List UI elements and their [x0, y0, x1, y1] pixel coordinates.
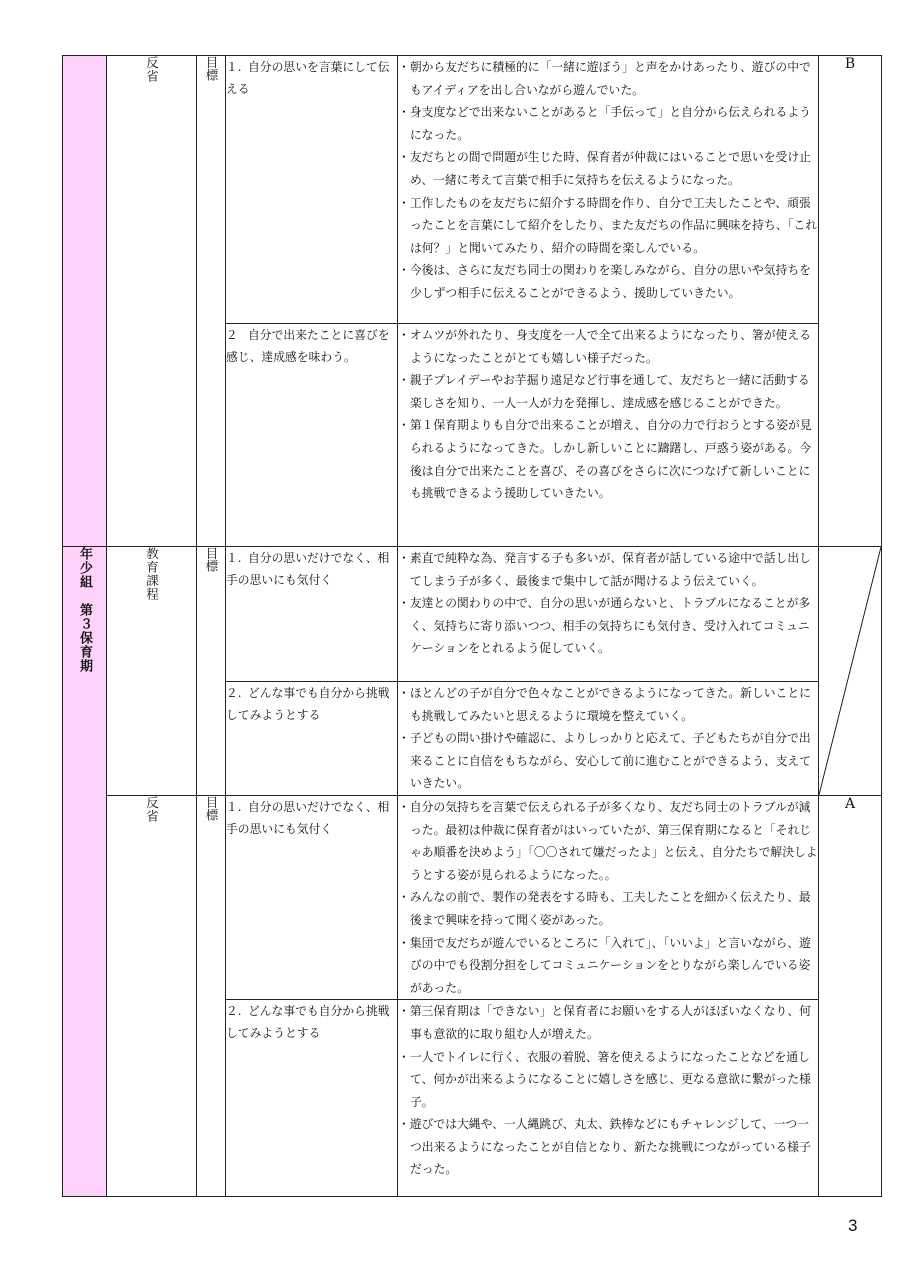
block1-grade: [819, 56, 882, 547]
block1-goal-label: 目標: [204, 56, 219, 81]
note: ・ 朝から友だちに積極的に「一緒に遊ぼう」と声をかけあったり、遊びの中でもアイディアを出し合いながら遊んでいた。: [398, 56, 818, 101]
block3-category: 反省: [144, 795, 160, 823]
block1-grade-value: B: [844, 56, 856, 72]
evaluation-table: [62, 55, 882, 1197]
block2-goal2: ２. どんな事でも自分から挑戦してみようとする: [226, 682, 398, 796]
page-number: 3: [848, 1216, 858, 1235]
note: ・ 工作したものを友だちに紹介する時間を作り、自分で工夫したことや、頑張ったことを言葉にして紹介をしたり、また友だちの作品に興味を持ち、「これは何？」と聞いてみたり、紹介の時間を楽しんでいる。: [398, 192, 818, 260]
block3-goal1-text: 自分の思いだけでなく、相手の思いにも気付く: [226, 799, 390, 836]
note: ・ ほとんどの子が自分で色々なことができるようになってきた。新しいことにも挑戦してみたいと思えるように環境を整えていく。: [398, 682, 818, 727]
block1-goal-label-cell: [197, 56, 226, 547]
block2-goal-label: 目標: [204, 547, 219, 572]
block3-category-cell: [107, 795, 197, 1196]
note: ・ 集団で友だちが遊んでいるところに「入れて」、「いいよ」と言いながら、遊びの中でも役割分担をしてコミュニケーションをとりながら楽しんでいる姿があった。: [398, 932, 818, 1000]
block2-category-cell: [107, 547, 197, 796]
note: ・ 子どもの問い掛けや確認に、よりしっかりと応えて、子どもたちが自分で出来ることに自信をもちながら、安心して前に進むことができるよう、支えていきたい。: [398, 727, 818, 795]
note: ・ 友だちとの間で問題が生じた時、保育者が仲裁にはいることで思いを受け止め、一緒に考えて言葉で相手に気持ちを伝えるようになった。: [398, 146, 818, 191]
block2-goal-label-cell: [197, 547, 226, 796]
section-cell: [63, 547, 107, 1197]
block2-goal2-notes: [398, 682, 819, 796]
block2-goal1: １. 自分の思いだけでなく、相手の思いにも気付く: [226, 547, 398, 682]
note: ・ 自分の気持ちを言葉で伝えられる子が多くなり、友だち同士のトラブルが減った。最初は仲裁に保育者がはいっていたが、第三保育期になると「それじゃあ順番を決めよう」「〇〇されて嫌だったよ」と伝え、自分たちで解決しようとする姿が見られるようになった。。: [398, 796, 818, 886]
block2-goal1-notes: [398, 547, 819, 682]
block3-grade-value: A: [844, 795, 856, 812]
note: ・ 遊びでは大縄や、一人縄跳び、丸太、鉄棒などにもチャレンジして、一つ一つ出来るようになったことが自信となり、新たな挑戦につながっている様子だった。: [398, 1113, 818, 1181]
block1-category: 反省: [144, 56, 160, 83]
section-cell-top: [63, 56, 107, 547]
note: ・ 素直で純粋な為、発言する子も多いが、保育者が話している途中で話し出してしまう子が多く、最後まで集中して話が聞けるよう伝えていく。: [398, 547, 818, 592]
block3-row-goal1: [63, 795, 882, 999]
note: ・ 友達との関わりの中で、自分の思いが通らないと、トラブルになることが多く、気持ちに寄り添いつつ、相手の気持ちにも気付き、受け入れてコミュニケーションをとれるよう促していく。: [398, 592, 818, 660]
note: ・ 親子プレイデーやお芋掘り遠足など行事を通して、友だちと一緒に活動する楽しさを知り、一人一人が力を発揮し、達成感を感じることができた。: [398, 369, 818, 414]
block1-goal1-notes: [398, 56, 819, 324]
block3-goal2-notes: [398, 1000, 819, 1197]
note: ・ 第三保育期は「できない」と保育者にお願いをする人がほぼいなくなり、何事も意欲的に取り組む人が増えた。: [398, 1000, 818, 1045]
block2-row-goal1: [63, 547, 882, 682]
note: ・ 一人でトイレに行く、衣服の着脱、箸を使えるようになったことなどを通して、何かが出来るようになることに嬉しさを感じ、更なる意欲に繋がった様子。: [398, 1046, 818, 1114]
block1-category-cell: [107, 56, 197, 547]
block2-goal1-text: 自分の思いだけでなく、相手の思いにも気付く: [226, 551, 390, 587]
note: ・ みんなの前で、製作の発表をする時も、工夫したことを細かく伝えたり、最後まで興味を持って聞く姿があった。: [398, 886, 818, 931]
block3-goal1-notes: [398, 795, 819, 999]
note: ・ オムツが外れたり、身支度を一人で全て出来るようになったり、箸が使えるようになったことがとても嬉しい様子だった。: [398, 324, 818, 369]
note: ・ 第１保育期よりも自分で出来ることが増え、自分の力で行おうとする姿が見られるようになってきた。しかし新しいことに躊躇し、戸惑う姿がある。今後は自分で出来たことを喜び、その喜びをさらに次につなげて新しいことにも挑戦できるよう援助していきたい。: [398, 414, 818, 504]
block1-goal1: １. 自分の思いを言葉にして伝える: [226, 56, 398, 324]
block1-row-goal1: [63, 56, 882, 324]
block3-grade: [819, 795, 882, 1196]
block2-grade-empty: [819, 547, 882, 796]
block3-goal-label-cell: [197, 795, 226, 1196]
section-label: 年少組 第３保育期: [77, 547, 92, 673]
note: ・ 今後は、さらに友だち同士の関わりを楽しみながら、自分の思いや気持ちを少しずつ相手に伝えることができるよう、援助していきたい。: [398, 259, 818, 304]
block2-goal2-text: どんな事でも自分から挑戦してみようとする: [226, 686, 390, 722]
block1-goal1-text: 自分の思いを言葉にして伝える: [226, 60, 390, 96]
note: ・ 身支度などで出来ないことがあると「手伝って」と自分から伝えられるようになった。: [398, 101, 818, 146]
block3-goal-label: 目標: [204, 795, 219, 821]
block3-goal2-text: どんな事でも自分から挑戦してみようとする: [226, 1004, 390, 1041]
block3-goal1: １. 自分の思いだけでなく、相手の思いにも気付く: [226, 795, 398, 999]
block1-goal2: ２ 自分で出来たことに喜びを感じ、達成感を味わう。: [226, 324, 398, 547]
block3-goal2: ２. どんな事でも自分から挑戦してみようとする: [226, 1000, 398, 1197]
block1-goal2-notes: [398, 324, 819, 547]
diagonal-line: [819, 547, 881, 795]
block2-category: 教育課程: [144, 547, 160, 601]
block1-goal2-text: 自分で出来たことに喜びを感じ、達成感を味わう。: [226, 328, 390, 364]
